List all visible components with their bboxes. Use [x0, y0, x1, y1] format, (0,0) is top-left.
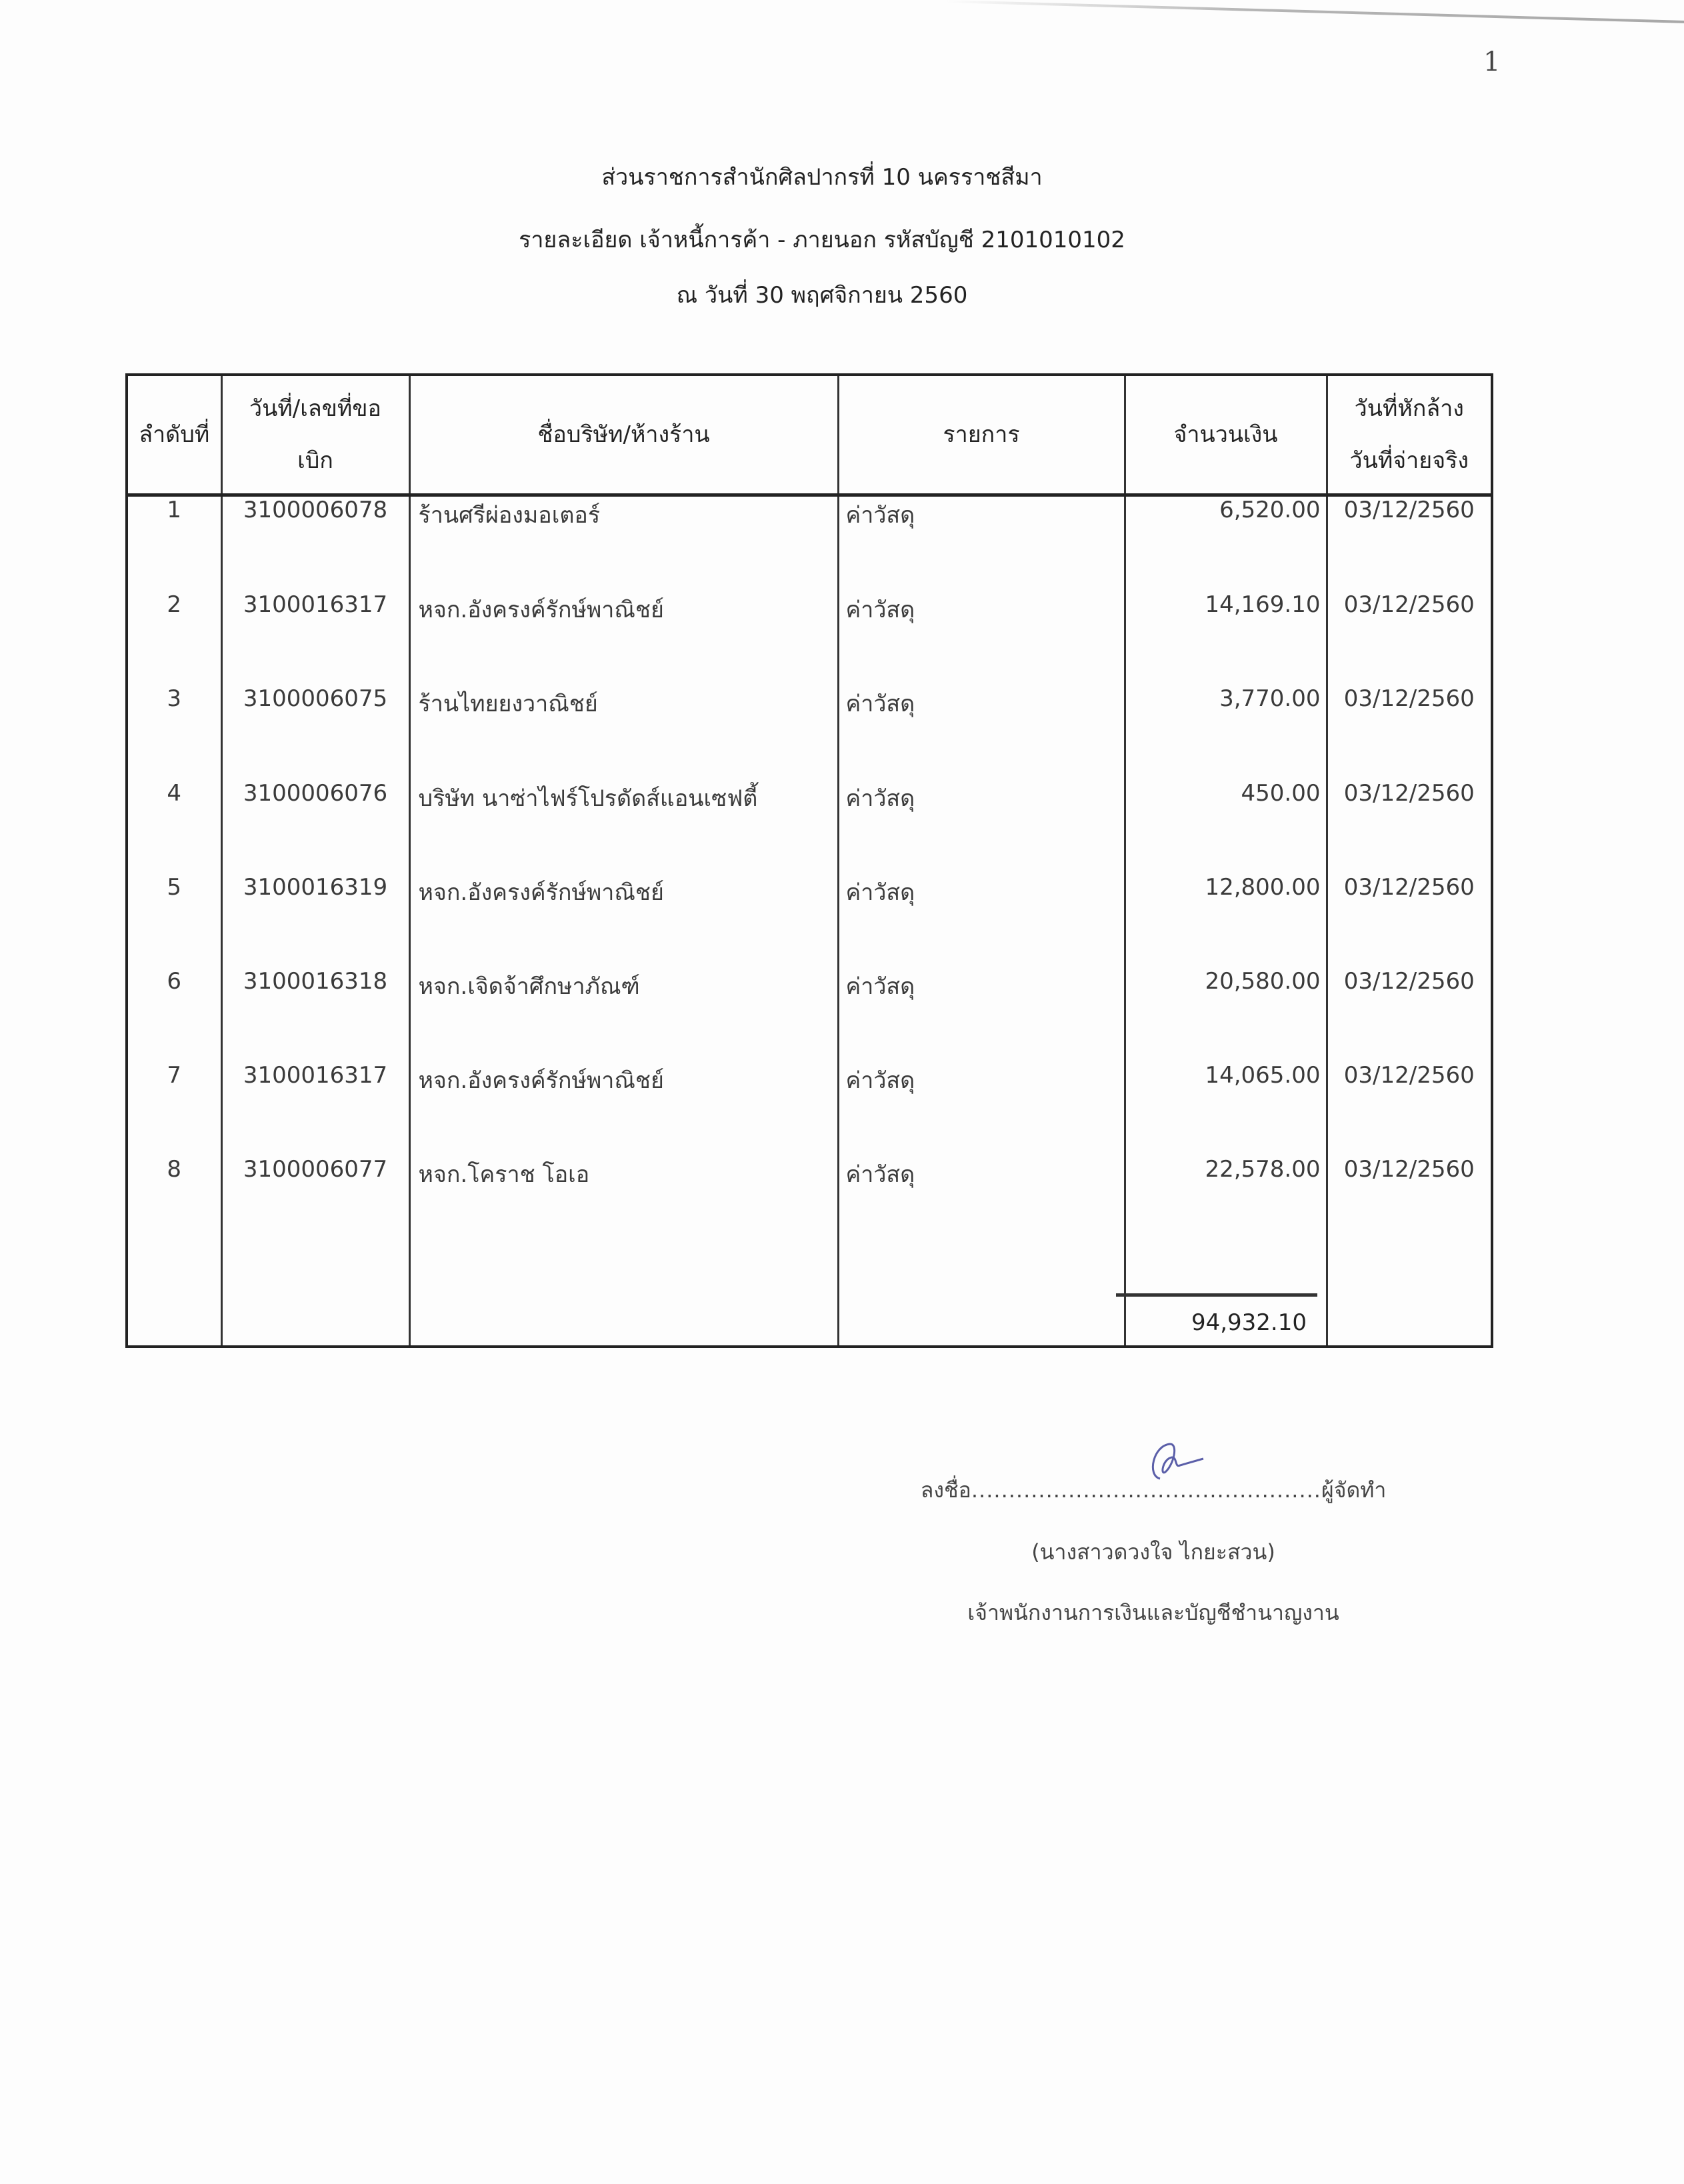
- table-row: [127, 968, 1492, 1062]
- col-header-date: [1327, 375, 1492, 495]
- cell-item-type: ค่าวัสดุ: [838, 968, 1125, 1062]
- col-header-doc-line1: วันที่/เลขที่ขอ: [249, 395, 381, 422]
- table-row: [127, 780, 1492, 874]
- table-header-row: [127, 375, 1492, 495]
- col-header-date-line1: วันที่หักล้าง: [1354, 395, 1464, 422]
- handwritten-signature-icon: [1140, 1439, 1213, 1485]
- cell-item-type: ค่าวัสดุ: [838, 874, 1125, 968]
- cell-item-type: ค่าวัสดุ: [838, 591, 1125, 685]
- cell-item-type: ค่าวัสดุ: [838, 1062, 1125, 1156]
- signer-position: เจ้าพนักงานการเงินและบัญชีชำนาญงาน: [967, 1600, 1339, 1625]
- col-header-amount: จำนวนเงิน: [1125, 375, 1327, 495]
- cell-row-number: 8: [127, 1156, 221, 1250]
- cell-clear-date: 03/12/2560: [1327, 1156, 1492, 1250]
- cell-doc-number: 3100006076: [221, 780, 409, 874]
- cell-vendor-name: ร้านไทยยงวาณิชย์: [409, 685, 838, 779]
- cell-clear-date: 03/12/2560: [1327, 1062, 1492, 1156]
- cell-item-type: ค่าวัสดุ: [838, 685, 1125, 779]
- scan-edge-line: [947, 0, 1684, 23]
- header-date: ณ วันที่ 30 พฤศจิกายน 2560: [676, 282, 968, 309]
- cell-vendor-name: หจก.อังครงค์รักษ์พาณิชย์: [409, 874, 838, 968]
- cell-item-type: ค่าวัสดุ: [838, 780, 1125, 874]
- col-header-no: ลำดับที่: [127, 375, 221, 495]
- cell-clear-date: 03/12/2560: [1327, 685, 1492, 779]
- cell-row-number: 4: [127, 780, 221, 874]
- table-row: [127, 495, 1492, 591]
- cell-amount: 450.00: [1125, 780, 1327, 874]
- table-row: [127, 685, 1492, 779]
- cell-doc-number: 3100006078: [221, 495, 409, 591]
- table-row: [127, 1062, 1492, 1156]
- signer-name: (นางสาวดวงใจ ไกยะสวน): [1031, 1539, 1275, 1565]
- cell-clear-date: 03/12/2560: [1327, 874, 1492, 968]
- cell-item-type: ค่าวัสดุ: [838, 1156, 1125, 1250]
- cell-amount: 14,169.10: [1125, 591, 1327, 685]
- cell-vendor-name: หจก.โคราช โอเอ: [409, 1156, 838, 1250]
- signature-role: ผู้จัดทำ: [1321, 1477, 1387, 1503]
- table-row: [127, 874, 1492, 968]
- header-agency: ส่วนราชการสำนักศิลปากรที่ 10 นครราชสีมา: [601, 164, 1043, 191]
- cell-row-number: 2: [127, 591, 221, 685]
- cell-vendor-name: หจก.อังครงค์รักษ์พาณิชย์: [409, 591, 838, 685]
- cell-clear-date: 03/12/2560: [1327, 495, 1492, 591]
- cell-row-number: 3: [127, 685, 221, 779]
- cell-row-number: 6: [127, 968, 221, 1062]
- cell-amount: 22,578.00: [1125, 1156, 1327, 1250]
- cell-amount: 20,580.00: [1125, 968, 1327, 1062]
- cell-vendor-name: บริษัท นาซ่าไฟร์โปรดัดส์แอนเซฟตี้: [409, 780, 838, 874]
- cell-amount: 3,770.00: [1125, 685, 1327, 779]
- cell-item-type: ค่าวัสดุ: [838, 495, 1125, 591]
- grand-total: 94,932.10: [1116, 1293, 1317, 1345]
- cell-doc-number: 3100016319: [221, 874, 409, 968]
- signature-block: [920, 1433, 1387, 1630]
- col-header-date-line2: วันที่จ่ายจริง: [1349, 447, 1469, 474]
- cell-doc-number: 3100016318: [221, 968, 409, 1062]
- ledger-table: [125, 373, 1493, 1348]
- cell-vendor-name: ร้านศรีผ่องมอเตอร์: [409, 495, 838, 591]
- col-header-doc-line2: เบิก: [297, 447, 333, 474]
- cell-amount: 6,520.00: [1125, 495, 1327, 591]
- cell-doc-number: 3100006077: [221, 1156, 409, 1250]
- cell-amount: 12,800.00: [1125, 874, 1327, 968]
- header-report-title: รายละเอียด เจ้าหนี้การค้า - ภายนอก รหัสบัญชี 2101010102: [519, 227, 1125, 253]
- cell-vendor-name: หจก.อังครงค์รักษ์พาณิชย์: [409, 1062, 838, 1156]
- page-number: 1: [1483, 47, 1501, 77]
- cell-doc-number: 3100016317: [221, 1062, 409, 1156]
- col-header-item: รายการ: [838, 375, 1125, 495]
- col-header-doc: [221, 375, 409, 495]
- cell-doc-number: 3100006075: [221, 685, 409, 779]
- cell-doc-number: 3100016317: [221, 591, 409, 685]
- cell-clear-date: 03/12/2560: [1327, 780, 1492, 874]
- cell-row-number: 5: [127, 874, 221, 968]
- table-row: [127, 1156, 1492, 1250]
- cell-amount: 14,065.00: [1125, 1062, 1327, 1156]
- col-header-vendor: ชื่อบริษัท/ห้างร้าน: [409, 375, 838, 495]
- cell-vendor-name: หจก.เจิดจ้าศึกษาภัณฑ์: [409, 968, 838, 1062]
- cell-clear-date: 03/12/2560: [1327, 591, 1492, 685]
- cell-clear-date: 03/12/2560: [1327, 968, 1492, 1062]
- cell-row-number: 7: [127, 1062, 221, 1156]
- signature-dots: ...............................................: [971, 1477, 1321, 1503]
- table-row: [127, 591, 1492, 685]
- signature-prefix: ลงชื่อ: [920, 1477, 971, 1503]
- cell-row-number: 1: [127, 495, 221, 591]
